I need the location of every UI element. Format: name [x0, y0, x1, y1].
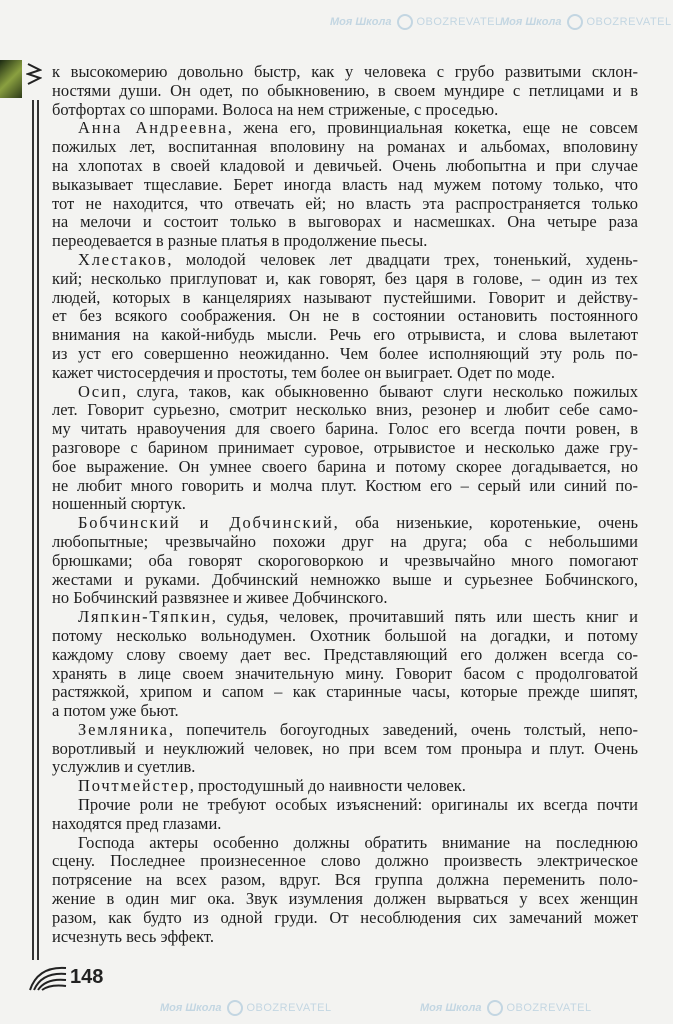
line-text: лет. Говорит сурьезно, смотрит несколько вниз, резонер и любит себе само-: [52, 400, 638, 420]
text-line: [52, 589, 638, 608]
character-name: Почтмейстер: [78, 776, 190, 796]
line-text: , попечитель богоугодных заведений, очень толстый, непо-: [168, 719, 638, 739]
watermark: [330, 14, 502, 30]
text-line: [52, 439, 638, 458]
watermark-brand: Моя Школа: [160, 1001, 222, 1014]
text-line: [52, 627, 638, 646]
watermark-brand: Моя Школа: [500, 15, 562, 28]
line-text: ношенный сюртук.: [52, 494, 186, 514]
text-line: [52, 157, 638, 176]
line-text: , молодой человек лет двадцати трех, тоненький, худень-: [167, 249, 638, 269]
text-line: [52, 119, 638, 138]
watermark-logo-icon: [567, 14, 583, 30]
text-line: [52, 420, 638, 439]
line-text: кажет чистосердечия и простоты, тем более он выиграет. Одет по моде.: [52, 362, 556, 382]
margin-rule: [32, 100, 34, 960]
line-text: ботфортах со шпорами. Волоса на нем стриженые, с проседью.: [52, 99, 499, 119]
line-text: жестами и руками. Добчинский немножко выше и сурьезнее Бобчинского,: [52, 569, 638, 589]
text-line: [52, 176, 638, 195]
line-text: кий; несколько приглуповат и, как говорят, без царя в голове, – один из тех: [52, 268, 638, 288]
text-line: [52, 571, 638, 590]
line-text: потому несколько вольнодумен. Охотник большой на догадки, и потому: [52, 625, 638, 645]
line-text: му читать нравоучения для своего барина. Голос его всегда почти ровен, в: [52, 419, 638, 439]
line-text: бое выражение. Он умнее своего барина и потому скорее догадывается, но: [52, 456, 638, 476]
line-text: разом, как будто из одной груди. От несоблюдения сих замечаний может: [52, 907, 638, 927]
text-line: [52, 63, 638, 82]
line-text: ет без всякого соображения. Он не в состоянии остановить постоянного: [52, 306, 638, 326]
page-number: 148: [70, 966, 104, 988]
line-text: услужлив и суетлив.: [52, 757, 196, 777]
text-line: [52, 834, 638, 853]
watermark-brand: OBOZREVATEL: [246, 1001, 332, 1014]
watermark: [160, 1000, 332, 1016]
line-text: сцену. Последнее произнесенное слово должно произвесть электрическое: [52, 851, 638, 871]
watermark-brand: OBOZREVATEL: [506, 1001, 592, 1014]
line-text: а потом уже бьют.: [52, 701, 179, 721]
watermark: [500, 14, 672, 30]
text-line: [52, 383, 638, 402]
line-text: , судья, человек, прочитавший пять или шесть книг и: [211, 607, 638, 627]
text-line: [52, 251, 638, 270]
line-text: каждому слову своему дает вес. Представляющий его должен всегда со-: [52, 644, 638, 664]
text-line: [52, 401, 638, 420]
line-text: брюшками; оба говорят скороговоркою и чрезвычайно много помогают: [52, 550, 638, 570]
watermark-brand: Моя Школа: [420, 1001, 482, 1014]
text-line: [52, 289, 638, 308]
text-line: [52, 477, 638, 496]
line-text: растяжкой, хрипом и сапом – как старинные часы, которые прежде шипят,: [52, 682, 638, 702]
line-text: из уст его совершенно неожиданно. Чем более исполняющий эту роль по-: [52, 343, 638, 363]
text-line: [52, 740, 638, 759]
margin-rule: [37, 100, 39, 960]
line-text: исчезнуть весь эффект.: [52, 926, 214, 946]
line-text: пожилых лет, воспитанная вполовину на романах и альбомах, вполовину: [52, 137, 638, 157]
line-text: разговоре с барином принимает суровое, отрывистое и несколько даже гру-: [52, 437, 638, 457]
character-name: Бобчинский и Добчинский: [78, 513, 334, 533]
text-line: [52, 702, 638, 721]
line-text: , простодушный до наивности человек.: [189, 776, 466, 796]
text-line: [52, 326, 638, 345]
line-text: любопытные; чрезвычайно похожи друг на друга; оба с небольшими: [52, 531, 638, 551]
watermark-brand: Моя Школа: [330, 15, 392, 28]
line-text: на мелочи и состоит только в выговорах и насмешках. Она четыре раза: [52, 212, 638, 232]
text-line: [52, 928, 638, 947]
text-line: [52, 514, 638, 533]
text-line: [52, 909, 638, 928]
line-text: жение в один миг ока. Звук изумления должен вырваться у всех женщин: [52, 889, 638, 909]
character-name: Хлестаков: [78, 249, 168, 269]
text-line: [52, 195, 638, 214]
text-line: [52, 758, 638, 777]
text-line: [52, 533, 638, 552]
text-line: [52, 665, 638, 684]
text-line: [52, 213, 638, 232]
line-text: на хлопотах в своей кладовой и девичьей. Очень любопытна и при случае: [52, 155, 638, 175]
text-line: [52, 721, 638, 740]
line-text: Господа актеры особенно должны обратить внимание на последнюю: [78, 832, 638, 852]
watermark-brand: OBOZREVATEL: [416, 15, 502, 28]
text-line: [52, 270, 638, 289]
line-text: потрясение на всех разом, вдруг. Вся группа должна переменить поло-: [52, 870, 638, 890]
corner-ornament-icon: [26, 62, 42, 86]
text-line: [52, 458, 638, 477]
text-line: [52, 646, 638, 665]
line-text: Прочие роли не требуют особых изъяснений: оригиналы их всегда почти: [78, 795, 638, 815]
text-line: [52, 82, 638, 101]
character-name: Осип: [78, 381, 123, 401]
watermark-logo-icon: [487, 1000, 503, 1016]
character-name: Ляпкин-Тяпкин: [78, 607, 212, 627]
line-text: воротливый и неуклюжий человек, но при всем том проныра и плут. Очень: [52, 738, 638, 758]
text-line: [52, 608, 638, 627]
line-text: находятся пред глазами.: [52, 813, 222, 833]
line-text: но Бобчинский развязнее и живее Добчинского.: [52, 588, 388, 608]
line-text: к высокомерию довольно быстр, как у человека с грубо развитыми склон-: [52, 62, 638, 81]
text-line: [52, 495, 638, 514]
watermark-logo-icon: [227, 1000, 243, 1016]
character-name: Земляника: [78, 719, 169, 739]
line-text: людей, которых в канцеляриях называют пустейшими. Говорит и действу-: [52, 287, 638, 307]
text-line: [52, 777, 638, 796]
text-line: [52, 232, 638, 251]
line-text: , оба низенькие, коротенькие, очень: [333, 513, 638, 533]
text-line: [52, 101, 638, 120]
text-line: [52, 815, 638, 834]
text-line: [52, 307, 638, 326]
watermark: [420, 1000, 592, 1016]
text-line: [52, 552, 638, 571]
text-line: [52, 138, 638, 157]
text-line: [52, 345, 638, 364]
text-line: [52, 796, 638, 815]
text-line: [52, 364, 638, 383]
watermark-logo-icon: [397, 14, 413, 30]
text-line: [52, 871, 638, 890]
body-text: [52, 63, 638, 946]
line-text: выказывает тщеславие. Берет иногда власть над мужем потому только, что: [52, 174, 638, 194]
line-text: ностями души. Он одет, по обыкновению, в своем мундире с петлицами и в: [52, 80, 638, 100]
corner-ornament-image: [0, 60, 22, 98]
text-line: [52, 852, 638, 871]
line-text: не любит много говорить и молча плут. Костюм его – серый или синий по-: [52, 475, 638, 495]
character-name: Анна Андреевна: [78, 118, 228, 138]
line-text: внимания на какой-нибудь мысли. Речь его отрывиста, и слова вылетают: [52, 325, 638, 345]
line-text: тот не находится, что отвечать ей; но власть эта распространяется только: [52, 193, 638, 213]
text-line: [52, 683, 638, 702]
line-text: переодевается в разные платья в продолжение пьесы.: [52, 231, 428, 251]
line-text: хранять в лице своем значительную мину. Говорит басом с продолговатой: [52, 663, 638, 683]
line-text: , жена его, провинциальная кокетка, еще не совсем: [227, 118, 638, 138]
text-line: [52, 890, 638, 909]
watermark-brand: OBOZREVATEL: [586, 15, 672, 28]
line-text: , слуга, таков, как обыкновенно бывают слуги несколько пожилых: [122, 381, 638, 401]
page-ornament-icon: [28, 962, 68, 992]
